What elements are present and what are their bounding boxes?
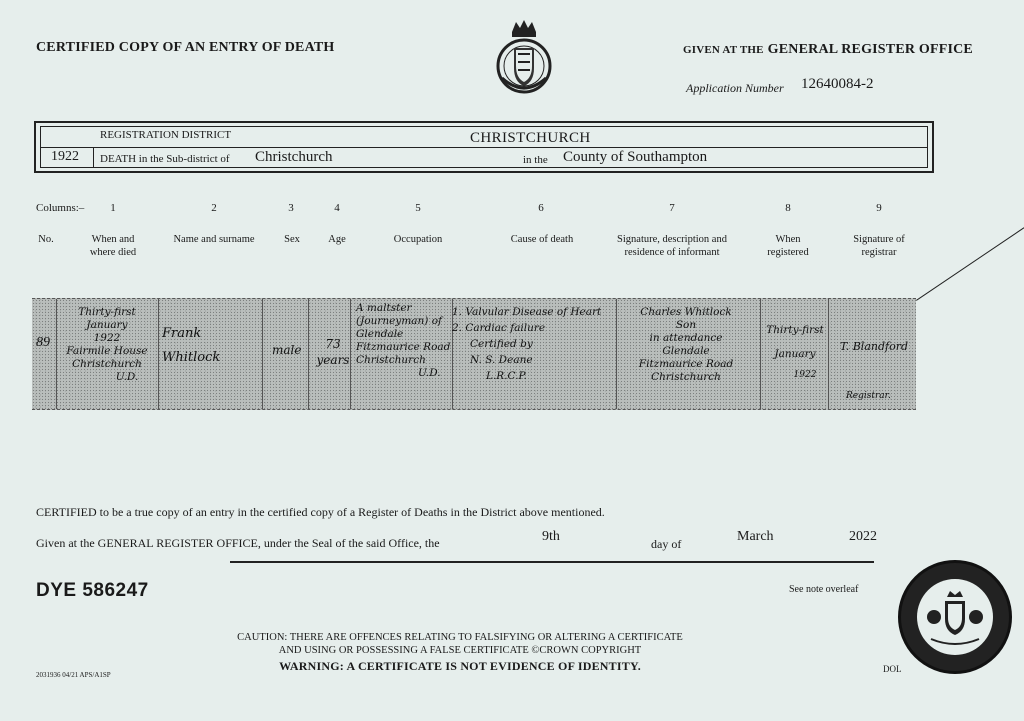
registration-year: 1922 (51, 149, 79, 164)
application-number: 12640084-2 (801, 76, 874, 92)
gro-seal-crest-icon (917, 579, 993, 655)
certification-month: March (737, 529, 774, 544)
day-of-label: day of (651, 537, 682, 551)
certified-statement: CERTIFIED to be a true copy of an entry in the certified copy of a Register of Deaths in the District above mentioned. (36, 505, 605, 519)
header-registered: When registered (767, 234, 809, 258)
columns-label: Columns:– (36, 202, 85, 214)
certification-day: 9th (542, 529, 560, 544)
subdistrict-label: DEATH in the Sub-district of (100, 153, 230, 165)
caution-notice: CAUTION: THERE ARE OFFENCES RELATING TO FALSIFYING OR ALTERING A CERTIFICATE AND USING OR POSSESSING A FALSE CERTIFICATE ©CROWN COPYRIGHT (237, 632, 683, 656)
column-number-2: 2 (211, 202, 217, 214)
entry-when-where: Thirty-first January 1922 Fairmile House Christchurch U.D. (66, 306, 148, 383)
entry-date-registered: Thirty-first January 1922 (766, 324, 824, 380)
identity-warning: WARNING: A CERTIFICATE IS NOT EVIDENCE OF IDENTITY. (279, 659, 641, 673)
entry-registrar-signature: T. Blandford (840, 340, 908, 353)
entry-cause-of-death: 1. Valvular Disease of Heart 2. Cardiac failure Certified by N. S. Deane L.R.C.P. (452, 306, 602, 382)
year-divider (93, 147, 94, 168)
header-sex: Sex (284, 234, 300, 245)
subdistrict-value: Christchurch (255, 149, 333, 165)
header-no: No. (38, 234, 54, 245)
column-number-1: 1 (110, 202, 116, 214)
registrar-diagonal-line (916, 227, 1024, 301)
column-number-8: 8 (785, 202, 791, 214)
entry-registrar-title: Registrar. (846, 391, 891, 401)
entry-sex: male (272, 343, 302, 357)
given-at-statement: Given at the GENERAL REGISTER OFFICE, under the Seal of the said Office, the (36, 536, 440, 550)
entry-informant: Charles Whitlock Son in attendance Glendale Fitzmaurice Road Christchurch (638, 306, 734, 383)
entry-age: 73 years (316, 337, 350, 367)
royal-coat-of-arms-icon (494, 18, 554, 96)
dol-mark: DOL (883, 664, 902, 674)
registration-district-value: CHRISTCHURCH (470, 130, 591, 146)
entry-no: 89 (36, 335, 50, 350)
header-age: Age (328, 234, 346, 245)
entry-name: Frank Whitlock (162, 326, 221, 365)
column-number-9: 9 (876, 202, 882, 214)
column-number-7: 7 (669, 202, 675, 214)
county-value: County of Southampton (563, 149, 708, 165)
header-name-surname: Name and surname (173, 234, 255, 245)
certificate-title: CERTIFIED COPY OF AN ENTRY OF DEATH (36, 40, 335, 55)
registration-district-label: REGISTRATION DISTRICT (100, 129, 232, 141)
seal-rule (230, 561, 874, 563)
form-code: 2031936 04/21 APS/A1SP (36, 671, 111, 679)
header-cause: Cause of death (510, 234, 574, 245)
entry-occupation: A maltster (Journeyman) of Glendale Fitzmaurice Road Christchurch U.D. (356, 302, 451, 379)
district-divider (40, 147, 928, 148)
column-number-4: 4 (334, 202, 340, 214)
see-note-overleaf: See note overleaf (789, 584, 859, 595)
in-the-label: in the (523, 154, 548, 166)
header-informant: Signature, description and residence of informant (617, 234, 727, 258)
header-when-where: When and where died (89, 234, 137, 258)
column-number-3: 3 (288, 202, 294, 214)
column-number-6: 6 (538, 202, 544, 214)
application-number-label: Application Number (686, 81, 784, 95)
certification-year: 2022 (849, 529, 877, 544)
header-occupation: Occupation (393, 234, 443, 245)
certificate-serial: DYE 586247 (36, 580, 149, 601)
given-at-heading: GIVEN AT THE GENERAL REGISTER OFFICE (683, 42, 973, 57)
header-registrar: Signature of registrar (853, 234, 905, 258)
column-number-5: 5 (415, 202, 421, 214)
